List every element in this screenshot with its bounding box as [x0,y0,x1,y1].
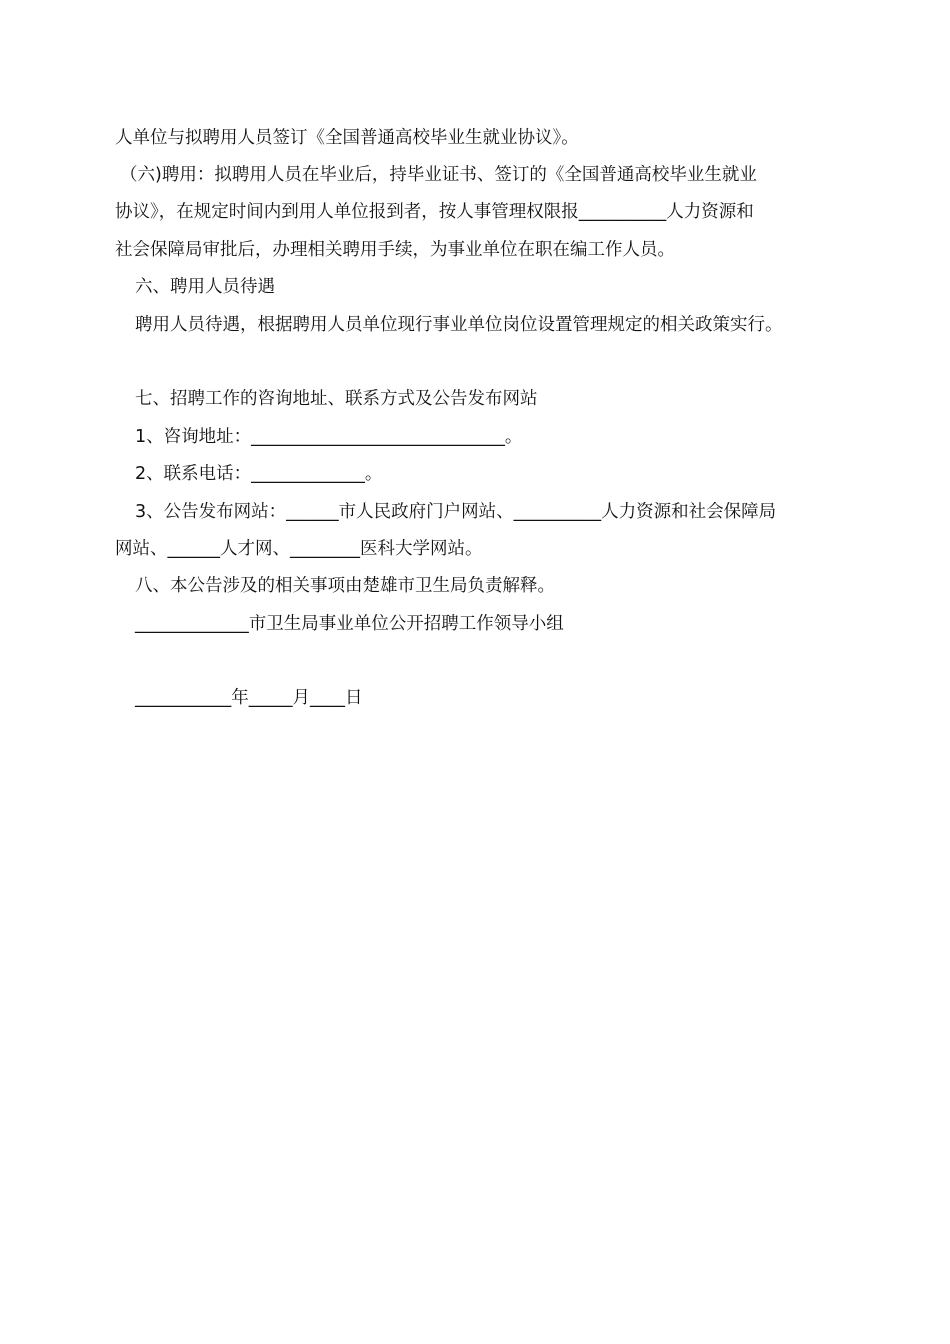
date-line: ___________年_____月____日 [135,688,363,708]
website-line: 3、公告发布网站：______市人民政府门户网站、__________人力资源和社会保障局 [135,502,777,522]
paragraph-line: 社会保障局审批后，办理相关聘用手续，为事业单位在职在编工作人员。 [115,240,675,260]
paragraph-line: 协议》，在规定时间内到用人单位报到者，按人事管理权限报__________人力资源和 [115,202,754,222]
section-heading: 七、招聘工作的咨询地址、联系方式及公告发布网站 [135,389,538,409]
contact-address-line: 1、咨询地址：_____________________________。 [135,427,523,447]
section-heading: 六、聘用人员待遇 [135,277,275,297]
section-heading: 八、本公告涉及的相关事项由楚雄市卫生局负责解释。 [135,576,555,596]
issuer-signature-line: _____________市卫生局事业单位公开招聘工作领导小组 [135,614,564,634]
contact-phone-line: 2、联系电话：_____________。 [135,464,383,484]
website-line: 网站、______人才网、________医科大学网站。 [115,539,483,559]
paragraph-line: 人单位与拟聘用人员签订《全国普通高校毕业生就业协议》。 [115,128,579,148]
paragraph-line: 聘用人员待遇，根据聘用人员单位现行事业单位岗位设置管理规定的相关政策实行。 [135,315,783,335]
paragraph-line: （六)聘用：拟聘用人员在毕业后，持毕业证书、签订的《全国普通高校毕业生就业 [120,165,757,185]
